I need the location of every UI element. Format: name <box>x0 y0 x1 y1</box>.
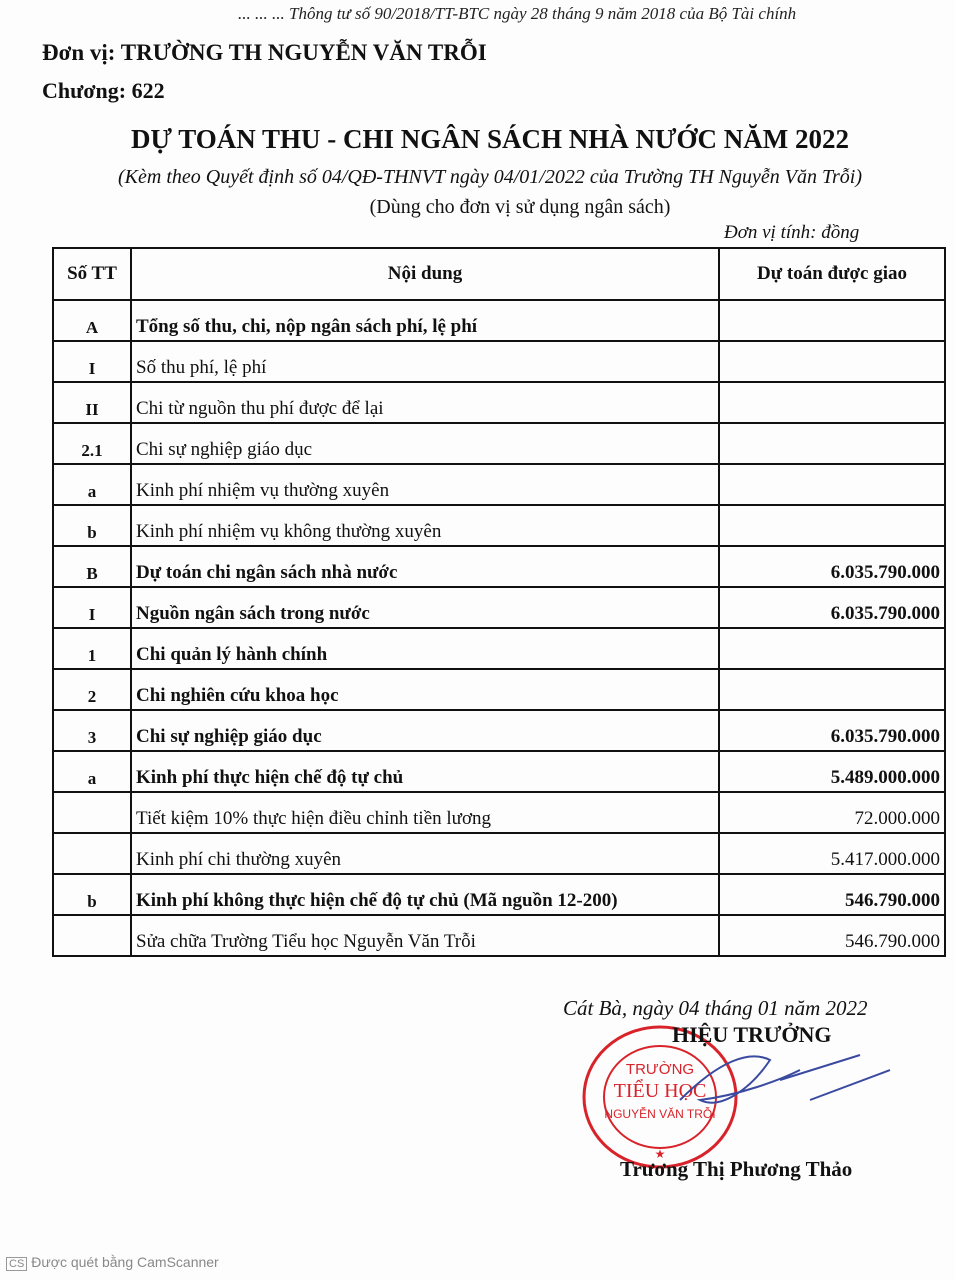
row-number: b <box>53 505 131 546</box>
row-content: Chi sự nghiệp giáo dục <box>131 710 719 751</box>
table-row <box>53 464 945 505</box>
table-row <box>53 505 945 546</box>
budget-table <box>52 247 946 957</box>
table-row <box>53 300 945 341</box>
row-number: 2 <box>53 669 131 710</box>
row-number: I <box>53 587 131 628</box>
row-content: Nguồn ngân sách trong nước <box>131 587 719 628</box>
row-amount <box>719 300 945 341</box>
row-content: Chi sự nghiệp giáo dục <box>131 423 719 464</box>
row-content: Kinh phí nhiệm vụ không thường xuyên <box>131 505 719 546</box>
row-number: B <box>53 546 131 587</box>
row-amount: 6.035.790.000 <box>719 546 945 587</box>
table-row <box>53 874 945 915</box>
row-content: Số thu phí, lệ phí <box>131 341 719 382</box>
row-content: Kinh phí thực hiện chế độ tự chủ <box>131 751 719 792</box>
row-content: Kinh phí nhiệm vụ thường xuyên <box>131 464 719 505</box>
legal-reference-note: ... ... ... Thông tư số 90/2018/TT-BTC ngày 28 tháng 9 năm 2018 của Bộ Tài chính <box>238 4 797 23</box>
handwritten-signature <box>660 1040 900 1130</box>
svg-text:TIỂU HỌC: TIỂU HỌC <box>613 1080 707 1102</box>
row-content: Chi nghiên cứu khoa học <box>131 669 719 710</box>
signer-title: HIỆU TRƯỞNG <box>672 1022 832 1047</box>
usage-note: (Dùng cho đơn vị sử dụng ngân sách) <box>369 196 671 218</box>
row-amount <box>719 423 945 464</box>
row-number: II <box>53 382 131 423</box>
row-amount: 546.790.000 <box>719 915 945 956</box>
svg-text:NGUYỄN VĂN TRỖI: NGUYỄN VĂN TRỖI <box>604 1107 716 1121</box>
row-amount <box>719 382 945 423</box>
row-number: 2.1 <box>53 423 131 464</box>
camscanner-icon: CS <box>6 1257 27 1271</box>
scanner-watermark <box>6 1254 219 1271</box>
document-subtitle: (Kèm theo Quyết định số 04/QĐ-THNVT ngày 04/01/2022 của Trường TH Nguyễn Văn Trỗi) <box>118 166 862 188</box>
row-number <box>53 833 131 874</box>
signature-date: Cát Bà, ngày 04 tháng 01 năm 2022 <box>563 996 868 1020</box>
row-number: a <box>53 751 131 792</box>
row-amount: 6.035.790.000 <box>719 587 945 628</box>
row-amount <box>719 505 945 546</box>
row-content: Kinh phí không thực hiện chế độ tự chủ (Mã nguồn 12-200) <box>131 874 719 915</box>
table-row <box>53 546 945 587</box>
signer-name: Trương Thị Phương Thảo <box>620 1157 853 1181</box>
row-number <box>53 915 131 956</box>
header-content: Nội dung <box>131 248 719 300</box>
document-title: DỰ TOÁN THU - CHI NGÂN SÁCH NHÀ NƯỚC NĂM 2022 <box>130 124 850 154</box>
row-amount: 546.790.000 <box>719 874 945 915</box>
row-number <box>53 792 131 833</box>
row-amount: 6.035.790.000 <box>719 710 945 751</box>
row-amount <box>719 464 945 505</box>
svg-text:★: ★ <box>654 1147 666 1161</box>
row-amount <box>719 669 945 710</box>
row-number: I <box>53 341 131 382</box>
row-content: Chi từ nguồn thu phí được để lại <box>131 382 719 423</box>
row-number: A <box>53 300 131 341</box>
row-amount <box>719 341 945 382</box>
row-amount: 72.000.000 <box>719 792 945 833</box>
scanner-text: Được quét bằng CamScanner <box>31 1254 219 1270</box>
row-amount: 5.489.000.000 <box>719 751 945 792</box>
table-row <box>53 423 945 464</box>
row-content: Kinh phí chi thường xuyên <box>131 833 719 874</box>
table-row <box>53 833 945 874</box>
row-content: Tổng số thu, chi, nộp ngân sách phí, lệ phí <box>131 300 719 341</box>
row-amount <box>719 628 945 669</box>
table-row <box>53 628 945 669</box>
currency-unit: Đơn vị tính: đồng <box>724 222 860 243</box>
row-content: Dự toán chi ngân sách nhà nước <box>131 546 719 587</box>
row-content: Tiết kiệm 10% thực hiện điều chỉnh tiền lương <box>131 792 719 833</box>
row-number: 3 <box>53 710 131 751</box>
row-content: Sửa chữa Trường Tiểu học Nguyễn Văn Trỗi <box>131 915 719 956</box>
table-row <box>53 341 945 382</box>
header-no: Số TT <box>53 248 131 300</box>
table-header-row <box>53 248 945 300</box>
table-row <box>53 710 945 751</box>
svg-text:TRƯỜNG: TRƯỜNG <box>625 1061 695 1078</box>
table-row <box>53 792 945 833</box>
header-amount: Dự toán được giao <box>719 248 945 300</box>
row-amount: 5.417.000.000 <box>719 833 945 874</box>
table-row <box>53 382 945 423</box>
row-content: Chi quản lý hành chính <box>131 628 719 669</box>
table-row <box>53 669 945 710</box>
unit-name: Đơn vị: TRƯỜNG TH NGUYỄN VĂN TRỖI <box>42 40 487 65</box>
table-row <box>53 587 945 628</box>
row-number: 1 <box>53 628 131 669</box>
table-row <box>53 915 945 956</box>
row-number: b <box>53 874 131 915</box>
row-number: a <box>53 464 131 505</box>
table-row <box>53 751 945 792</box>
chapter: Chương: 622 <box>42 78 165 103</box>
